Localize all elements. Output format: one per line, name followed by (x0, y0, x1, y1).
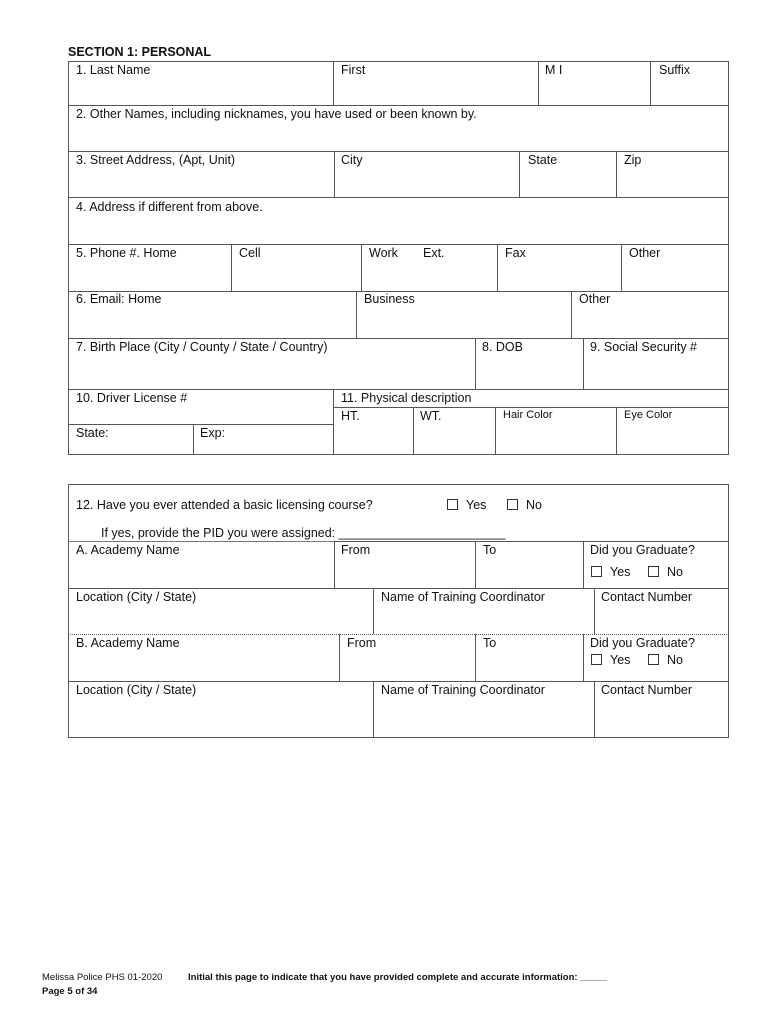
driver-license-label: 10. Driver License # (76, 391, 188, 405)
suffix-label: Suffix (659, 63, 691, 77)
initial-statement[interactable]: Initial this page to indicate that you have provided complete and accurate information: _____ (188, 972, 607, 983)
zip-label: Zip (624, 153, 642, 167)
work-label: Work (369, 246, 398, 260)
last-name-label: 1. Last Name (76, 63, 151, 77)
mi-label: M I (545, 63, 563, 77)
checkbox-icon[interactable] (648, 566, 659, 577)
other-names-label: 2. Other Names, including nicknames, you have used or been known by. (76, 107, 477, 121)
academy-a-graduate-label: Did you Graduate? (590, 543, 695, 557)
academy-b-label: B. Academy Name (76, 636, 180, 650)
form-id: Melissa Police PHS 01-2020 (42, 972, 163, 983)
academy-a-label: A. Academy Name (76, 543, 180, 557)
phone-other-label: Other (629, 246, 661, 260)
checkbox-icon[interactable] (648, 654, 659, 665)
coordinator-b-label: Name of Training Coordinator (381, 683, 545, 697)
address-diff-label: 4. Address if different from above. (76, 200, 263, 214)
fax-label: Fax (505, 246, 526, 260)
contact-a-label: Contact Number (601, 590, 693, 604)
height-label: HT. (341, 409, 360, 423)
q12-yes-option[interactable]: Yes (447, 498, 486, 512)
business-email-label: Business (364, 292, 415, 306)
academy-b-no-option[interactable]: No (648, 653, 683, 667)
academy-a-to-label: To (483, 543, 497, 557)
page-number: Page 5 of 34 (42, 986, 98, 997)
academy-b-to-label: To (483, 636, 497, 650)
academy-b-graduate-label: Did you Graduate? (590, 636, 695, 650)
other-email-label: Other (579, 292, 611, 306)
weight-label: WT. (420, 409, 442, 423)
academy-a-yes-option[interactable]: Yes (591, 565, 630, 579)
q12-no-option[interactable]: No (507, 498, 542, 512)
eye-color-label: Eye Color (624, 409, 673, 421)
dl-state-label: State: (76, 426, 109, 440)
cell-label: Cell (239, 246, 261, 260)
location-b-label: Location (City / State) (76, 683, 197, 697)
contact-b-label: Contact Number (601, 683, 693, 697)
birth-place-label: 7. Birth Place (City / County / State / Country) (76, 340, 328, 354)
pid-label[interactable]: If yes, provide the PID you were assigned: ________________________ (101, 526, 506, 540)
first-name-label: First (341, 63, 366, 77)
dl-exp-label: Exp: (200, 426, 226, 440)
state-label: State (528, 153, 558, 167)
checkbox-icon[interactable] (591, 566, 602, 577)
phone-home-label: 5. Phone #. Home (76, 246, 177, 260)
q12-label: 12. Have you ever attended a basic licensing course? (76, 498, 373, 512)
academy-b-yes-option[interactable]: Yes (591, 653, 630, 667)
ssn-label: 9. Social Security # (590, 340, 697, 354)
checkbox-icon[interactable] (447, 499, 458, 510)
academy-a-no-option[interactable]: No (648, 565, 683, 579)
academy-a-from-label: From (341, 543, 371, 557)
street-label: 3. Street Address, (Apt, Unit) (76, 153, 236, 167)
city-label: City (341, 153, 363, 167)
hair-color-label: Hair Color (503, 409, 553, 421)
email-home-label: 6. Email: Home (76, 292, 162, 306)
location-a-label: Location (City / State) (76, 590, 197, 604)
checkbox-icon[interactable] (507, 499, 518, 510)
academy-b-from-label: From (347, 636, 377, 650)
coordinator-a-label: Name of Training Coordinator (381, 590, 545, 604)
section-title: SECTION 1: PERSONAL (68, 45, 212, 59)
dob-label: 8. DOB (482, 340, 523, 354)
physical-label: 11. Physical description (341, 391, 472, 405)
checkbox-icon[interactable] (591, 654, 602, 665)
ext-label: Ext. (423, 246, 445, 260)
